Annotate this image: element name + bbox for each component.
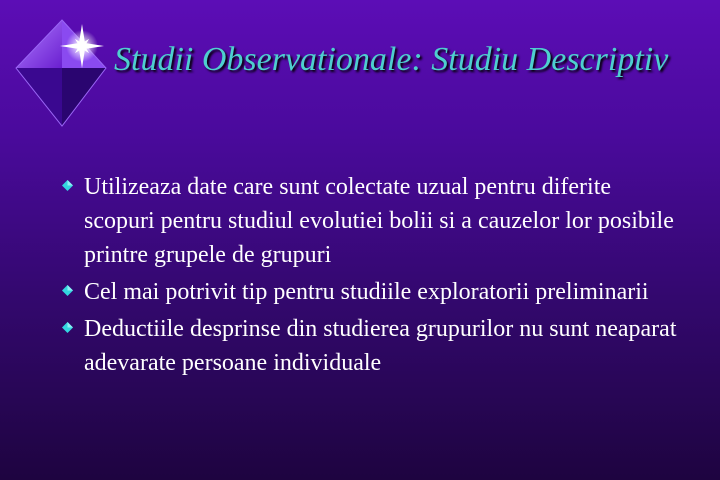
slide-title: Studii Observationale: Studiu Descriptiv: [114, 41, 669, 78]
bullet-text: Deductiile desprinse din studierea grupurilor nu sunt neaparat adevarate persoane individuale: [84, 316, 677, 376]
diamond-star-logo-icon: [0, 0, 130, 140]
bullet-item: [62, 275, 682, 309]
bullet-item: [62, 170, 682, 272]
diamond-bullet-icon: [62, 322, 73, 333]
bullet-text: Utilizeaza date care sunt colectate uzual pentru diferite scopuri pentru studiul evolutiei bolii si a cauzelor lor posibile printre grupele de grupuri: [84, 174, 674, 268]
bullet-list: [62, 170, 682, 383]
bullet-item: [62, 312, 682, 380]
diamond-bullet-icon: [62, 180, 73, 191]
diamond-bullet-icon: [62, 285, 73, 296]
bullet-text: Cel mai potrivit tip pentru studiile exploratorii preliminarii: [84, 279, 649, 305]
